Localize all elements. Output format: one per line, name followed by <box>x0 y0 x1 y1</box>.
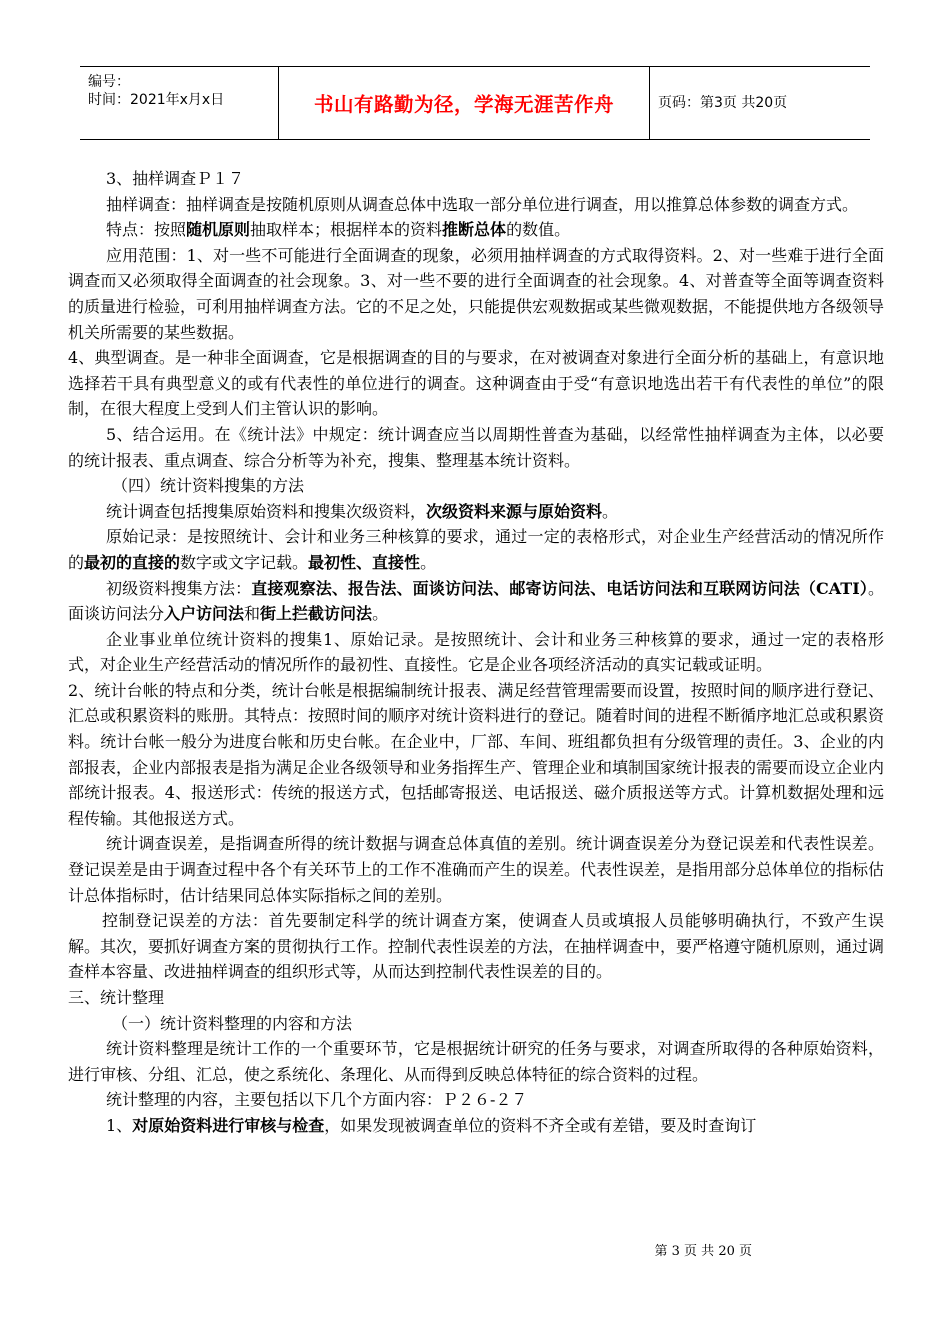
header-motto-cell <box>279 67 650 139</box>
text-run: 。面谈访问法分 <box>68 578 884 624</box>
paragraph <box>68 473 884 499</box>
text-run: 统计整理的内容，主要包括以下几个方面内容：Ｐ２６-２７ <box>106 1090 528 1110</box>
paragraph <box>68 985 884 1011</box>
text-run: 企业事业单位统计资料的搜集1、原始记录。是按照统计、会计和业务三种核算的要求，通过一定的表格形式，对企业生产经营活动的情况所作的最初性、直接性。它是企业各项经济活动的真实记载或证明。 <box>68 629 884 675</box>
text-run: 应用范围：1、对一些不可能进行全面调查的现象，必须用抽样调查的方式取得资料。2、对一些难于进行全面调查而又必须取得全面调查的社会现象。3、对一些不要的进行全面调查的社会现象。4、对普查等全面等调查资料的质量进行检验，可利用抽样调查方法。它的不足之处，只能提供宏观数据或某些微观数据，不能提供地方各级领导机关所需要的某些数据。 <box>68 245 885 342</box>
paragraph <box>68 422 884 473</box>
text-run: 5、结合运用。在《统计法》中规定：统计调查应当以周期性普查为基础，以经常性抽样调查为主体，以必要的统计报表、重点调查、综合分析等为补充，搜集、整理基本统计资料。 <box>68 424 884 470</box>
bold-text: 入户访问法 <box>164 604 245 624</box>
paragraph <box>68 678 884 832</box>
text-run: 原始记录：是按照统计、会计和业务三种核算的要求，通过一定的表格形式，对企业生产经营活动的情况所作的 <box>68 527 884 572</box>
text-run: 1、 <box>106 1115 133 1135</box>
text-run: 统计调查包括搜集原始资料和搜集次级资料， <box>106 501 427 521</box>
header-meta <box>80 67 279 139</box>
header-motto: 书山有路勤为径，学海无涯苦作舟 <box>313 93 614 116</box>
paragraph <box>68 576 884 627</box>
text-run: 控制登记误差的方法：首先要制定科学的统计调查方案，使调查人员或填报人员能够明确执行，不致产生误解。其次，要抓好调查方案的贯彻执行工作。控制代表性误差的方法，在抽样调查中，要严格遵守随机原则，通过调查样本容量、改进抽样调查的组织形式等，从而达到控制代表性误差的目的。 <box>68 911 885 982</box>
text-run: 。 <box>420 552 437 572</box>
text-run: 初级资料搜集方法： <box>106 578 252 598</box>
paragraph <box>68 1087 884 1113</box>
paragraph <box>68 1011 884 1037</box>
bold-text: 最初的直接的 <box>84 552 181 572</box>
bold-text: 直接观察法、报告法、面谈访问法、邮寄访问法、电话访问法和互联网访问法（CATI） <box>251 578 868 598</box>
document-number-label: 编号： <box>88 74 130 90</box>
paragraph <box>68 499 884 525</box>
text-run: 抽样调查：抽样调查是按随机原则从调查总体中选取一部分单位进行调查，用以推算总体参数的调查方式。 <box>106 194 859 214</box>
bold-text: 最初性、直接性 <box>308 552 421 572</box>
paragraph <box>68 217 884 243</box>
page-footer: 第 3 页 共 20 页 <box>654 1244 752 1259</box>
text-run: 的数值。 <box>506 220 571 240</box>
paragraph <box>68 166 884 192</box>
header-page-info: 页码：第3页 共20页 <box>658 95 788 111</box>
paragraph <box>68 627 884 678</box>
paragraph <box>68 908 884 985</box>
paragraph <box>68 345 884 422</box>
text-run: （四）统计资料搜集的方法 <box>112 476 305 496</box>
page-header <box>80 66 870 140</box>
paragraph <box>68 1113 884 1139</box>
text-run: 。 <box>602 501 619 521</box>
text-run: （一）统计资料整理的内容和方法 <box>112 1013 353 1033</box>
text-run: 。 <box>372 604 389 624</box>
document-time-label: 时间：2021年x月x日 <box>88 92 225 108</box>
text-run: 数字或文字记载。 <box>180 552 309 572</box>
paragraph <box>68 1036 884 1087</box>
header-page-cell <box>650 67 870 139</box>
document-body <box>68 166 884 1139</box>
text-run: ，如果发现被调查单位的资料不齐全或有差错，要及时查询订 <box>324 1115 757 1135</box>
text-run: 统计资料整理是统计工作的一个重要环节，它是根据统计研究的任务与要求，对调查所取得的各种原始资料，进行审核、分组、汇总，使之系统化、条理化、从而得到反映总体特征的综合资料的过程。 <box>68 1039 884 1084</box>
bold-text: 对原始资料进行审核与检查 <box>132 1115 325 1135</box>
paragraph <box>68 524 884 575</box>
bold-text: 街上拦截访问法 <box>260 604 373 624</box>
bold-text: 随机原则 <box>186 220 251 240</box>
bold-text: 次级资料来源与原始资料 <box>426 501 603 521</box>
text-run: 和 <box>244 604 261 624</box>
text-run: 2、统计台帐的特点和分类，统计台帐是根据编制统计报表、满足经营管理需要而设置，按照时间的顺序进行登记、汇总或积累资料的账册。其特点：按照时间的顺序对统计资料进行的登记。随着时间的进程不断循序地汇总或积累资料。统计台帐一般分为进度台帐和历史台帐。在企业中，厂部、车间、班组都负担有分级管理的责任。3、企业的内部报表，企业内部报表是指为满足企业各级领导和业务指挥生产、管理企业和填制国家统计报表的需要而设立企业内部统计报表。4、报送形式：传统的报送方式，包括邮寄报送、电话报送、磁介质报送等方式。计算机数据处理和远程传输。其他报送方式。 <box>68 680 885 828</box>
text-run: 抽取样本；根据样本的资料 <box>250 220 443 240</box>
text-run: 特点：按照 <box>106 220 187 240</box>
bold-text: 推断总体 <box>442 220 507 240</box>
text-run: 三、统计整理 <box>68 988 165 1007</box>
text-run: 4、典型调查。是一种非全面调查，它是根据调查的目的与要求，在对被调查对象进行全面分析的基础上，有意识地选择若干具有典型意义的或有代表性的单位进行的调查。这种调查由于受“有意识地选出若干有代表性的单位”的限制，在很大程度上受到人们主管认识的影响。 <box>68 348 884 419</box>
paragraph <box>68 192 884 218</box>
paragraph <box>68 243 884 345</box>
text-run: 统计调查误差，是指调查所得的统计数据与调查总体真值的差别。统计调查误差分为登记误差和代表性误差。登记误差是由于调查过程中各个有关环节上的工作不准确而产生的误差。代表性误差，是指用部分总体单位的指标估计总体指标时，估计结果同总体实际指标之间的差别。 <box>68 834 885 905</box>
paragraph <box>68 831 884 908</box>
text-run: 3、抽样调查Ｐ１７ <box>106 169 245 188</box>
